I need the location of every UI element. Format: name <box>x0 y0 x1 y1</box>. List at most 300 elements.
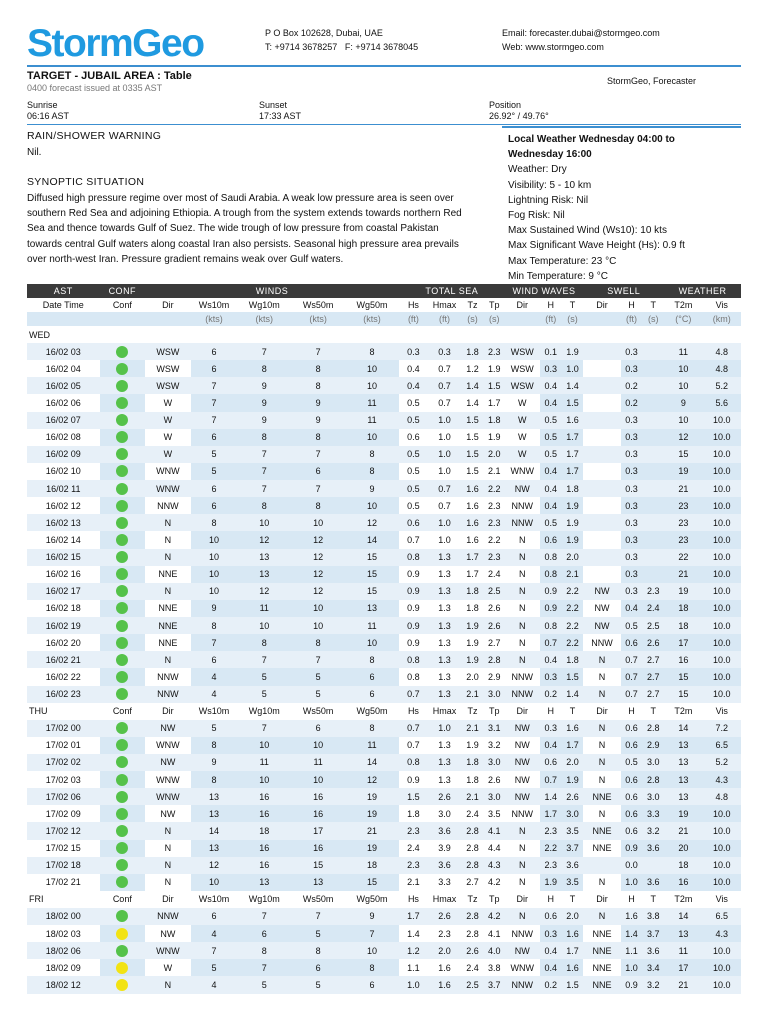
table-cell <box>642 343 664 360</box>
table-cell: W <box>145 429 191 446</box>
table-cell: 21 <box>664 566 702 583</box>
table-cell: 13 <box>191 805 238 822</box>
confidence-dot-icon <box>116 842 128 854</box>
table-cell: 1.5 <box>461 412 484 429</box>
day-label: FRI <box>29 894 44 905</box>
table-row <box>27 600 741 617</box>
table-cell: 1.6 <box>461 514 484 531</box>
table-cell: 16/02 15 <box>27 549 100 566</box>
confidence-dot-icon <box>116 380 128 392</box>
table-row <box>27 737 741 754</box>
group-conf: CONF <box>100 284 146 298</box>
confidence-dot-icon <box>116 568 128 580</box>
confidence-dot-icon <box>116 585 128 597</box>
table-cell: 0.4 <box>540 480 562 497</box>
table-cell <box>100 925 146 942</box>
table-cell: 10 <box>345 634 399 651</box>
table-cell <box>100 840 146 857</box>
table-cell <box>583 566 620 583</box>
table-cell: 0.7 <box>621 686 643 703</box>
table-cell: 0.4 <box>540 394 562 411</box>
table-cell: 4.8 <box>703 343 742 360</box>
day-header-cell: T2m <box>674 894 693 905</box>
table-cell: 12 <box>345 771 399 788</box>
table-cell: 10 <box>191 583 238 600</box>
table-cell: 1.5 <box>461 463 484 480</box>
table-cell: N <box>505 583 540 600</box>
table-cell: W <box>145 394 191 411</box>
table-cell: 18 <box>664 857 702 874</box>
table-cell <box>583 463 620 480</box>
table-cell <box>100 617 146 634</box>
table-cell: 10 <box>345 429 399 446</box>
table-cell: 13 <box>237 566 291 583</box>
column-header-cell: Dir <box>516 300 528 310</box>
table-cell: 17 <box>664 634 702 651</box>
table-cell: 2.2 <box>484 531 505 548</box>
table-cell: 0.9 <box>399 583 428 600</box>
phone-fax: T: +9714 3678257 F: +9714 3678045 <box>265 42 419 52</box>
table-cell: 1.0 <box>399 976 428 993</box>
table-cell: 16/02 12 <box>27 497 100 514</box>
table-row <box>27 412 741 429</box>
table-row <box>27 857 741 874</box>
table-cell: WNW <box>145 788 191 805</box>
table-cell: N <box>145 531 191 548</box>
table-cell: 17/02 15 <box>27 840 100 857</box>
column-header-cell: Hmax <box>432 300 457 310</box>
table-cell: 1.9 <box>461 737 484 754</box>
table-cell: 7 <box>237 720 291 737</box>
synoptic-line: towards central Gulf waters along coastal Iran also persists. Seasonal high pressure area prevails <box>27 238 459 250</box>
table-cell: 2.0 <box>562 908 584 925</box>
table-cell: WNW <box>145 463 191 480</box>
table-cell: 2.0 <box>428 942 461 959</box>
table-cell: 6 <box>191 360 238 377</box>
table-cell: 0.7 <box>399 686 428 703</box>
table-cell: 5 <box>237 686 291 703</box>
table-cell: 0.8 <box>540 549 562 566</box>
table-cell: 15 <box>345 583 399 600</box>
unit-cell: (ft) <box>428 312 461 326</box>
table-cell: 3.0 <box>484 788 505 805</box>
table-cell: 0.9 <box>399 634 428 651</box>
column-header-cell: T2m <box>674 300 693 310</box>
table-cell: 9 <box>237 394 291 411</box>
table-cell: 7 <box>237 908 291 925</box>
table-cell: 1.3 <box>428 668 461 685</box>
table-row <box>27 908 741 925</box>
table-row <box>27 360 741 377</box>
table-cell: 3.0 <box>428 805 461 822</box>
table-cell: 7 <box>237 463 291 480</box>
table-cell: 1.6 <box>461 531 484 548</box>
table-cell: 10.0 <box>703 942 742 959</box>
table-cell: 2.8 <box>642 720 664 737</box>
table-cell: 0.0 <box>621 857 643 874</box>
table-cell: 10 <box>664 412 702 429</box>
table-cell: WNW <box>145 737 191 754</box>
table-cell: 0.3 <box>540 360 562 377</box>
table-cell: 0.9 <box>621 840 643 857</box>
table-cell: 15 <box>291 857 345 874</box>
table-cell <box>100 549 146 566</box>
table-cell: NNE <box>145 634 191 651</box>
table-cell: 13 <box>291 874 345 891</box>
table-cell: 0.6 <box>399 429 428 446</box>
table-cell: 10 <box>191 874 238 891</box>
confidence-dot-icon <box>116 551 128 563</box>
table-cell: 11 <box>237 600 291 617</box>
table-cell: 10 <box>664 360 702 377</box>
table-cell: 9 <box>345 480 399 497</box>
table-cell: 1.7 <box>562 429 584 446</box>
table-cell: 21 <box>345 822 399 839</box>
table-cell: 4.0 <box>484 942 505 959</box>
table-cell: 8 <box>191 737 238 754</box>
table-row <box>27 925 741 942</box>
table-cell: WNW <box>145 942 191 959</box>
table-cell <box>100 394 146 411</box>
table-cell: 2.0 <box>484 446 505 463</box>
table-cell: 0.3 <box>428 343 461 360</box>
table-cell: 0.3 <box>540 668 562 685</box>
table-cell: 1.7 <box>399 908 428 925</box>
day-header-cell: Tp <box>489 706 500 717</box>
table-cell: 0.4 <box>540 651 562 668</box>
table-cell: 7 <box>191 377 238 394</box>
table-cell: 1.6 <box>562 959 584 976</box>
table-cell: 0.6 <box>621 771 643 788</box>
table-cell <box>100 822 146 839</box>
table-cell: 0.5 <box>621 617 643 634</box>
table-cell <box>642 446 664 463</box>
table-cell: NNW <box>505 925 540 942</box>
table-cell: 7 <box>237 446 291 463</box>
table-cell: 1.4 <box>399 925 428 942</box>
table-cell: 0.5 <box>399 463 428 480</box>
table-cell: 1.8 <box>562 480 584 497</box>
table-cell: WNW <box>145 771 191 788</box>
table-cell: 1.3 <box>428 771 461 788</box>
table-cell: 3.2 <box>484 737 505 754</box>
group-ast: AST <box>27 284 100 298</box>
table-cell: 2.7 <box>642 668 664 685</box>
table-cell: 1.3 <box>428 549 461 566</box>
table-cell: 1.0 <box>428 446 461 463</box>
table-cell: 6.5 <box>703 908 742 925</box>
table-cell: 18 <box>664 600 702 617</box>
table-cell <box>100 463 146 480</box>
email-link[interactable]: Email: forecaster.dubai@stormgeo.com <box>502 28 660 38</box>
sunset-value: 17:33 AST <box>259 111 302 121</box>
table-row <box>27 377 741 394</box>
table-cell: 0.5 <box>399 480 428 497</box>
table-cell: 3.0 <box>642 788 664 805</box>
table-cell: 17 <box>291 822 345 839</box>
table-cell: 16 <box>664 651 702 668</box>
table-cell: N <box>145 583 191 600</box>
table-cell: 16 <box>237 840 291 857</box>
table-cell: 0.3 <box>621 429 643 446</box>
table-cell: 0.2 <box>621 394 643 411</box>
table-cell: 1.7 <box>562 737 584 754</box>
table-cell: 19 <box>664 805 702 822</box>
table-cell: 13 <box>191 788 238 805</box>
unit-cell: (kts) <box>345 312 399 326</box>
table-cell: 2.1 <box>461 686 484 703</box>
table-cell: 0.4 <box>399 360 428 377</box>
table-cell: 1.3 <box>428 583 461 600</box>
table-cell: 8 <box>291 634 345 651</box>
table-cell: 0.7 <box>621 651 643 668</box>
table-row <box>27 394 741 411</box>
table-cell: 2.0 <box>562 549 584 566</box>
table-cell: 1.6 <box>562 720 584 737</box>
table-cell: 0.7 <box>428 394 461 411</box>
table-cell: 1.1 <box>621 942 643 959</box>
day-header-cell: T <box>650 706 657 717</box>
table-cell: 8 <box>345 651 399 668</box>
page-title: TARGET - JUBAIL AREA : Table <box>27 70 192 82</box>
table-cell: 10 <box>345 942 399 959</box>
confidence-dot-icon <box>116 500 128 512</box>
table-cell: 0.6 <box>621 634 643 651</box>
table-cell: 1.5 <box>461 446 484 463</box>
table-row <box>27 531 741 548</box>
table-cell <box>100 857 146 874</box>
table-cell: 0.2 <box>621 377 643 394</box>
table-cell: W <box>145 412 191 429</box>
table-cell: 2.8 <box>461 840 484 857</box>
table-cell: 2.8 <box>461 908 484 925</box>
table-cell: N <box>583 737 620 754</box>
table-cell: 0.9 <box>399 600 428 617</box>
table-cell: NNW <box>145 497 191 514</box>
table-cell: 4.4 <box>484 840 505 857</box>
table-cell: 3.7 <box>642 925 664 942</box>
table-cell: 6 <box>291 959 345 976</box>
confidence-dot-icon <box>116 722 128 734</box>
day-header-cell: Conf <box>112 706 132 717</box>
table-row <box>27 686 741 703</box>
table-row <box>27 805 741 822</box>
table-cell: 13 <box>664 788 702 805</box>
table-cell: 14 <box>664 908 702 925</box>
table-cell: 10.0 <box>703 412 742 429</box>
day-label-row <box>27 326 741 343</box>
table-cell: W <box>505 429 540 446</box>
table-cell: N <box>145 549 191 566</box>
table-cell: 0.5 <box>540 429 562 446</box>
table-cell: 4.1 <box>484 822 505 839</box>
column-header-cell: Ws50m <box>302 300 334 310</box>
table-cell: NNW <box>145 668 191 685</box>
table-cell: NW <box>145 805 191 822</box>
unit-cell: (s) <box>461 312 484 326</box>
table-row <box>27 822 741 839</box>
sunrise-block <box>27 100 69 122</box>
table-cell: 3.0 <box>484 686 505 703</box>
local-weather-title-cont: Wednesday 16:00 <box>508 149 592 161</box>
day-header-cell: T <box>569 894 576 905</box>
table-cell: 1.6 <box>428 959 461 976</box>
table-cell: 2.4 <box>461 959 484 976</box>
table-cell: 0.2 <box>540 976 562 993</box>
table-cell <box>642 857 664 874</box>
table-cell: 8 <box>291 497 345 514</box>
table-row <box>27 840 741 857</box>
table-cell: 16/02 07 <box>27 412 100 429</box>
confidence-dot-icon <box>116 808 128 820</box>
table-cell: 6 <box>191 343 238 360</box>
table-row <box>27 720 741 737</box>
table-cell: 0.8 <box>399 549 428 566</box>
table-cell: NNW <box>505 805 540 822</box>
table-cell: N <box>505 617 540 634</box>
table-cell: 10 <box>291 771 345 788</box>
table-cell: 1.0 <box>428 720 461 737</box>
confidence-dot-icon <box>116 739 128 751</box>
table-cell: 1.0 <box>562 360 584 377</box>
table-cell: 7 <box>291 908 345 925</box>
table-cell: 18 <box>237 822 291 839</box>
table-cell: 3.7 <box>484 976 505 993</box>
table-cell <box>100 566 146 583</box>
visibility-line: Visibility: 5 - 10 km <box>508 179 592 191</box>
table-cell: WNW <box>505 959 540 976</box>
table-cell: 11 <box>291 754 345 771</box>
table-cell: NNW <box>505 668 540 685</box>
confidence-dot-icon <box>116 431 128 443</box>
table-cell: 1.9 <box>540 874 562 891</box>
table-cell: 10.0 <box>703 497 742 514</box>
table-cell: NW <box>145 754 191 771</box>
table-cell: 3.4 <box>642 959 664 976</box>
table-cell: 5.6 <box>703 394 742 411</box>
table-cell: 3.5 <box>562 874 584 891</box>
table-cell: 2.3 <box>540 857 562 874</box>
table-cell: N <box>583 754 620 771</box>
table-cell: 18/02 12 <box>27 976 100 993</box>
table-cell: 3.6 <box>642 874 664 891</box>
header-rule <box>27 65 741 67</box>
table-cell: W <box>505 446 540 463</box>
table-cell: 12 <box>291 566 345 583</box>
table-cell: 0.8 <box>399 651 428 668</box>
table-cell: WSW <box>505 377 540 394</box>
table-cell: 11 <box>237 754 291 771</box>
table-cell: NNW <box>505 514 540 531</box>
table-cell: NNW <box>145 908 191 925</box>
web-link[interactable]: Web: www.stormgeo.com <box>502 42 604 52</box>
table-row <box>27 617 741 634</box>
table-cell: NW <box>583 600 620 617</box>
unit-row <box>27 312 741 326</box>
table-cell: 0.7 <box>399 531 428 548</box>
table-row <box>27 446 741 463</box>
table-cell: 4 <box>191 976 238 993</box>
table-cell: 3.6 <box>642 840 664 857</box>
table-row <box>27 668 741 685</box>
confidence-dot-icon <box>116 859 128 871</box>
table-cell: NNE <box>583 840 620 857</box>
table-cell: 13 <box>664 737 702 754</box>
table-cell: WNW <box>145 480 191 497</box>
table-cell: 0.3 <box>621 463 643 480</box>
table-cell: 2.6 <box>642 634 664 651</box>
table-cell: 13 <box>664 925 702 942</box>
day-header-cell: H <box>628 894 635 905</box>
table-cell: WSW <box>505 343 540 360</box>
table-cell <box>642 360 664 377</box>
table-row <box>27 343 741 360</box>
table-cell: 10.0 <box>703 686 742 703</box>
table-cell: 7 <box>291 651 345 668</box>
table-cell: 3.5 <box>484 805 505 822</box>
table-cell: 2.6 <box>484 600 505 617</box>
confidence-dot-icon <box>116 928 128 940</box>
table-cell: 1.8 <box>461 754 484 771</box>
column-header-cell: T <box>650 300 657 310</box>
table-cell: 9 <box>291 394 345 411</box>
table-cell: 0.6 <box>621 737 643 754</box>
table-cell: 0.3 <box>621 480 643 497</box>
table-cell: 10.0 <box>703 429 742 446</box>
table-cell: 0.3 <box>399 343 428 360</box>
table-cell: 1.5 <box>461 429 484 446</box>
table-row <box>27 463 741 480</box>
table-cell: NW <box>583 583 620 600</box>
table-cell: 1.8 <box>484 412 505 429</box>
forecast-table-body <box>27 284 741 994</box>
table-cell: 14 <box>191 822 238 839</box>
table-cell: NNE <box>145 566 191 583</box>
table-cell: NNW <box>145 686 191 703</box>
table-cell: 1.0 <box>428 531 461 548</box>
table-cell: 0.5 <box>540 412 562 429</box>
table-cell: W <box>145 959 191 976</box>
table-cell: 1.0 <box>428 463 461 480</box>
table-cell: N <box>505 651 540 668</box>
table-cell: 0.3 <box>621 497 643 514</box>
table-cell: 11 <box>345 394 399 411</box>
table-cell: 6 <box>345 668 399 685</box>
table-cell: 9 <box>191 754 238 771</box>
table-cell: W <box>145 446 191 463</box>
table-cell: 1.4 <box>461 394 484 411</box>
day-header-cell: T2m <box>674 706 693 717</box>
table-cell <box>583 394 620 411</box>
table-cell: 0.9 <box>399 617 428 634</box>
table-cell: 4.8 <box>703 360 742 377</box>
day-header-cell: Dir <box>162 706 174 717</box>
table-cell: 16/02 03 <box>27 343 100 360</box>
table-cell <box>642 531 664 548</box>
table-cell: 21 <box>664 976 702 993</box>
day-header-cell: T <box>569 706 576 717</box>
table-cell: 16/02 09 <box>27 446 100 463</box>
table-cell: NNE <box>583 788 620 805</box>
table-cell: 3.9 <box>428 840 461 857</box>
table-cell: 2.3 <box>484 343 505 360</box>
group-wind-waves: WIND WAVES <box>505 284 584 298</box>
table-row <box>27 788 741 805</box>
table-cell: 2.4 <box>461 805 484 822</box>
table-row <box>27 429 741 446</box>
table-cell: 1.8 <box>461 583 484 600</box>
table-cell: 16/02 16 <box>27 566 100 583</box>
